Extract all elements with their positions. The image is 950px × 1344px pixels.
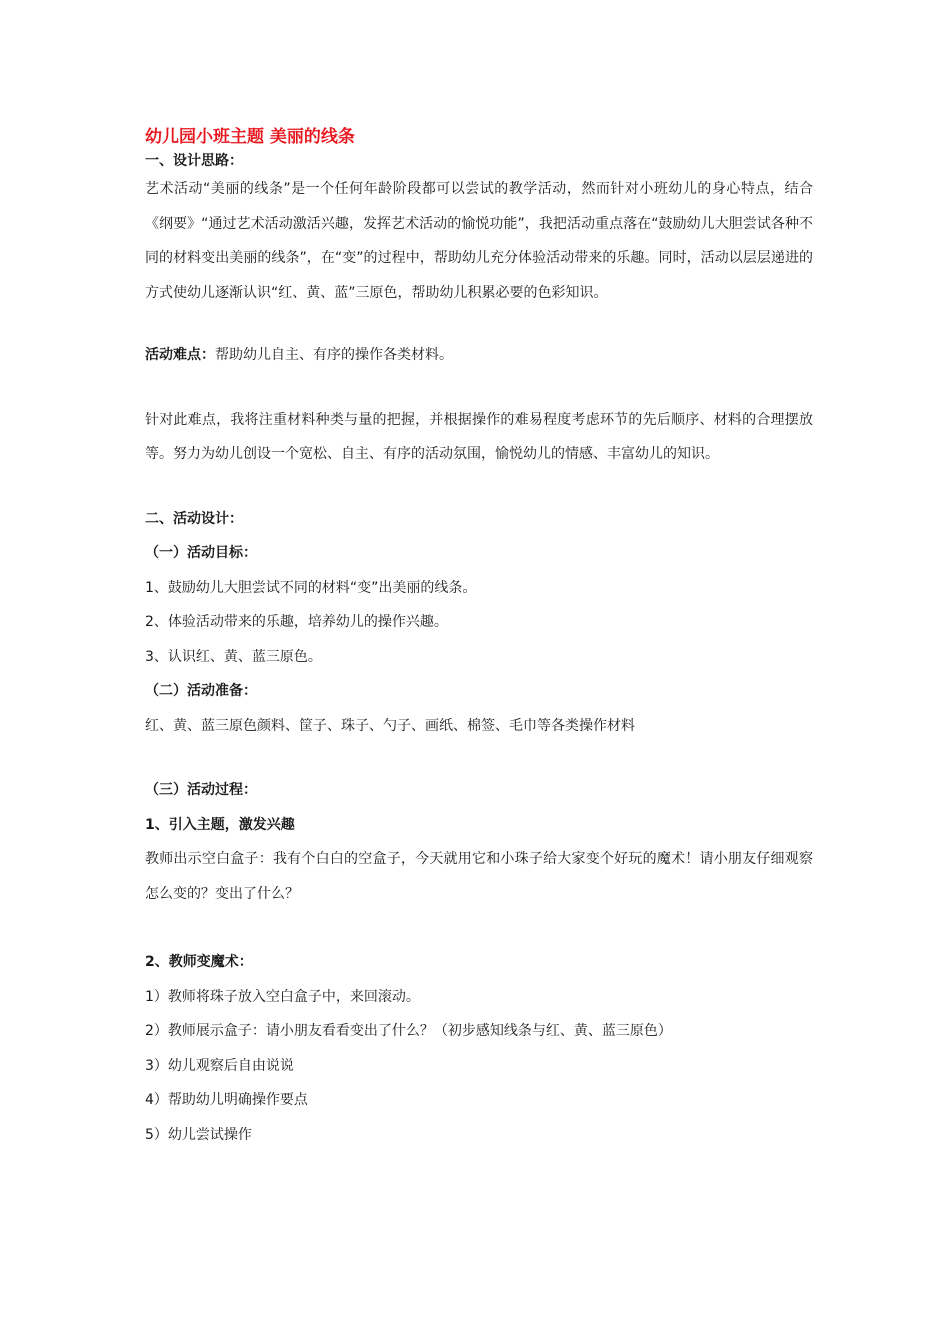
step2-item: 2）教师展示盒子：请小朋友看看变出了什么？（初步感知线条与红、黄、蓝三原色） [145, 1023, 672, 1039]
section2-heading: 二、活动设计： [145, 510, 243, 527]
step2-item: 4）帮助幼儿明确操作要点 [145, 1092, 308, 1108]
step2-item: 1）教师将珠子放入空白盒子中，来回滚动。 [145, 988, 420, 1005]
process-heading: （三）活动过程： [145, 782, 257, 798]
goals-heading: （一）活动目标： [145, 545, 257, 561]
difficulty-label: 活动难点： [145, 347, 215, 363]
step1-text: 教师出示空白盒子：我有个白白的空盒子，今天就用它和小珠子给大家变个好玩的魔术！请小朋友仔细观察怎么变的？变出了什么？ [145, 851, 813, 902]
goal-item: 3、认识红、黄、蓝三原色。 [145, 648, 322, 665]
goal-item: 1、鼓励幼儿大胆尝试不同的材料“变”出美丽的线条。 [145, 579, 477, 596]
document-title: 幼儿园小班主题 美丽的线条 [145, 127, 355, 147]
step2-item: 5）幼儿尝试操作 [145, 1126, 252, 1143]
difficulty-line [145, 338, 813, 373]
step2-item: 3）幼儿观察后自由说说 [145, 1057, 294, 1074]
prep-heading: （二）活动准备： [145, 683, 257, 699]
difficulty-text: 帮助幼儿自主、有序的操作各类材料。 [215, 347, 453, 363]
step2-heading: 2、教师变魔术： [145, 954, 253, 970]
section1-heading: 一、设计思路： [145, 153, 243, 169]
document-page [145, 124, 813, 1152]
step1-heading: 1、引入主题，激发兴趣 [145, 816, 295, 833]
design-idea-paragraph: 艺术活动“美丽的线条”是一个任何年龄阶段都可以尝试的教学活动，然而针对小班幼儿的身心特点，结合《纲要》“通过艺术活动激活兴趣，发挥艺术活动的愉悦功能”，我把活动重点落在“鼓励幼儿大胆尝试各种不同的材料变出美丽的线条”，在“变”的过程中，帮助幼儿充分体验活动带来的乐趣。同时，活动以层层递进的方式使幼儿逐渐认识“红、黄、蓝”三原色，帮助幼儿积累必要的色彩知识。 [145, 181, 813, 301]
prep-text: 红、黄、蓝三原色颜料、筐子、珠子、勺子、画纸、棉签、毛巾等各类操作材料 [145, 717, 635, 734]
goal-item: 2、体验活动带来的乐趣，培养幼儿的操作兴趣。 [145, 614, 448, 630]
difficulty-response-paragraph: 针对此难点，我将注重材料种类与量的把握，并根据操作的难易程度考虑环节的先后顺序、材料的合理摆放等。努力为幼儿创设一个宽松、自主、有序的活动氛围，愉悦幼儿的情感、丰富幼儿的知识。 [145, 411, 813, 462]
